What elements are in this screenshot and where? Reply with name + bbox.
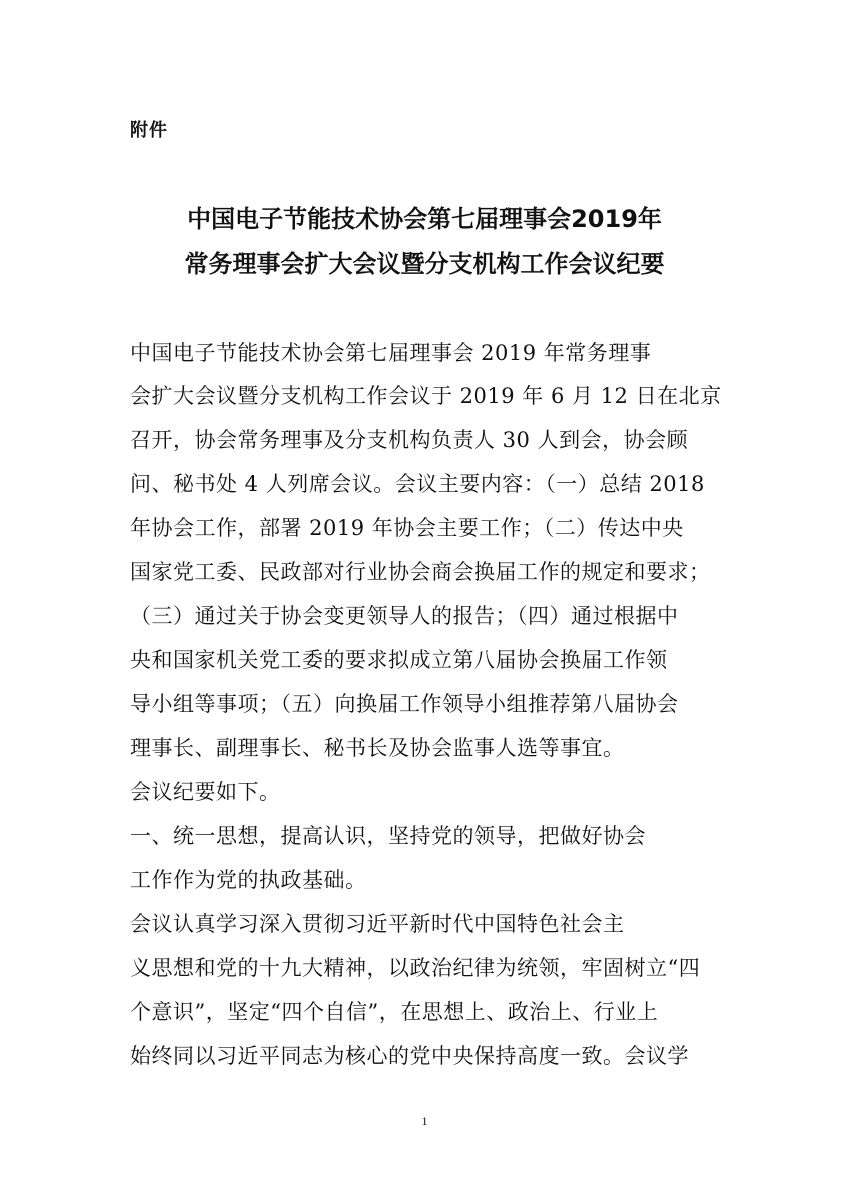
body-line: 义思想和党的十九大精神，以政治纪律为统领，牢固树立“四 xyxy=(130,956,701,980)
body-line: 工作作为党的执政基础。 xyxy=(130,868,367,892)
body-line: 问、秘书处 4 人列席会议。会议主要内容：（一）总结 2018 xyxy=(130,472,705,496)
body-line: 会扩大会议暨分支机构工作会议于 2019 年 6 月 12 日在北京 xyxy=(130,384,722,408)
body-line: 央和国家机关党工委的要求拟成立第八届协会换届工作领 xyxy=(130,648,668,672)
page-number: 1 xyxy=(421,1114,428,1128)
body-line: 个意识”，坚定“四个自信”，在思想上、政治上、行业上 xyxy=(130,1000,659,1024)
body-line: 始终同以习近平同志为核心的党中央保持高度一致。会议学 xyxy=(130,1044,689,1068)
body-line: 导小组等事项；（五）向换届工作领导小组推荐第八届协会 xyxy=(130,692,679,716)
document-title-line-2: 常务理事会扩大会议暨分支机构工作会议纪要 xyxy=(184,250,665,278)
attachment-label: 附件 xyxy=(130,120,168,141)
body-line: （三）通过关于协会变更领导人的报告；（四）通过根据中 xyxy=(130,604,679,628)
document-title-line-1: 中国电子节能技术协会第七届理事会2019年 xyxy=(187,205,662,233)
body-line: 会议认真学习深入贯彻习近平新时代中国特色社会主 xyxy=(130,912,625,936)
body-line: 召开，协会常务理事及分支机构负责人 30 人到会，协会顾 xyxy=(130,428,689,452)
body-line: 理事长、副理事长、秘书长及协会监事人选等事宜。 xyxy=(130,736,625,760)
body-line: 国家党工委、民政部对行业协会商会换届工作的规定和要求； xyxy=(130,560,711,584)
body-line: 会议纪要如下。 xyxy=(130,780,281,804)
body-line: 中国电子节能技术协会第七届理事会 2019 年常务理事 xyxy=(130,341,652,365)
body-line: 年协会工作，部署 2019 年协会主要工作；（二）传达中央 xyxy=(130,516,684,540)
body-line: 一、统一思想，提高认识，坚持党的领导，把做好协会 xyxy=(130,824,646,848)
